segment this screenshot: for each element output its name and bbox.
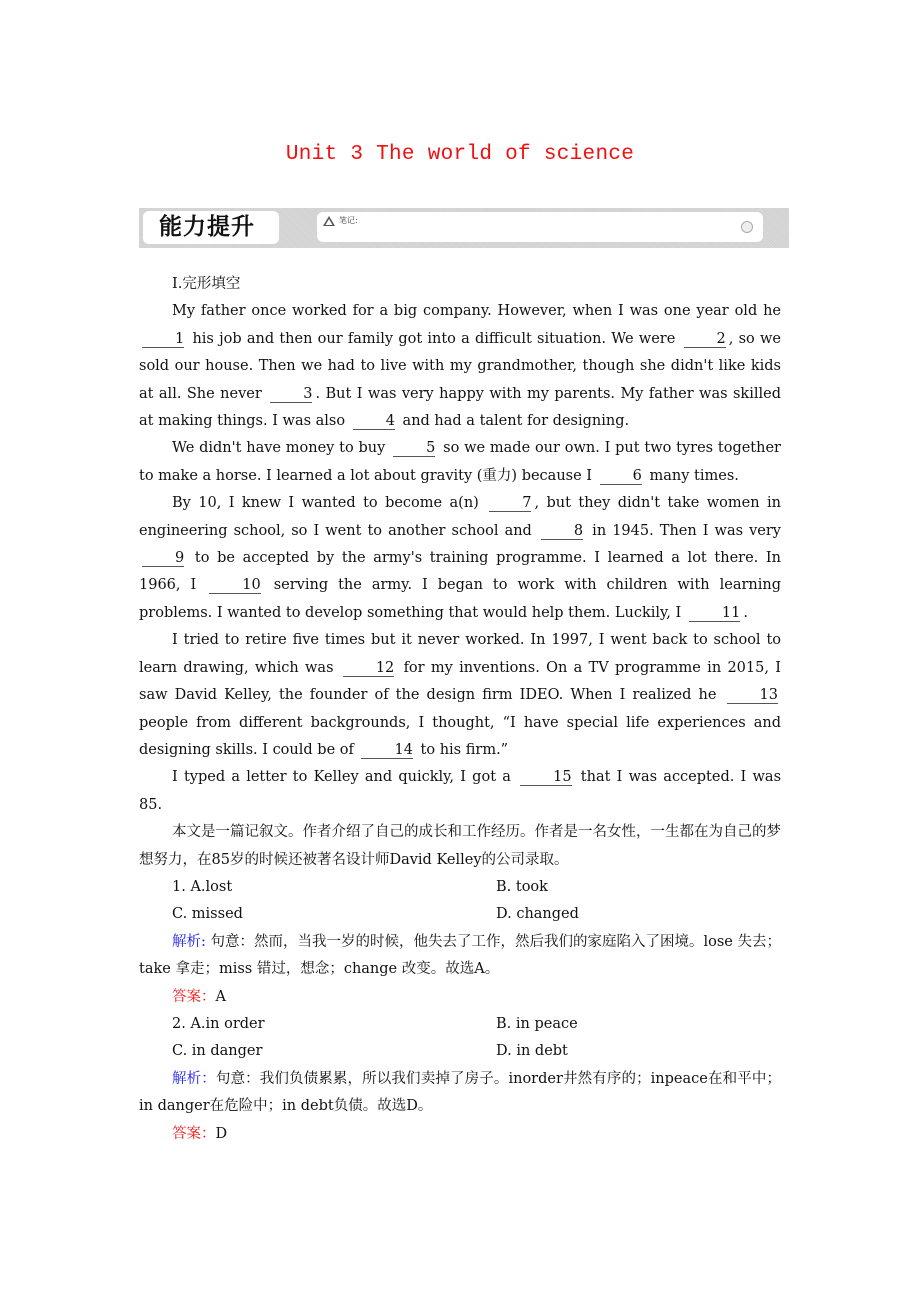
passage-text: , so we sold our house. Then we had to live with my grandmother, though she didn't like kids at all. She never: [139, 330, 781, 402]
option-c: C. in danger: [172, 1043, 263, 1060]
option-b: B. in peace: [496, 1015, 578, 1032]
option-d: D. changed: [496, 906, 579, 923]
blank-8: 8: [541, 523, 583, 540]
passage-text: so we made our own. I put two tyres together to make a horse. I learned a lot about gravity (重力) because I: [139, 440, 781, 484]
passage-text: We didn't have money to buy: [172, 440, 391, 457]
ability-badge: 能力提升: [143, 211, 279, 244]
options-row: [139, 901, 781, 928]
passage-paragraph: [139, 627, 781, 764]
answer-label: 答案：: [172, 988, 216, 1005]
passage-text: many times.: [644, 467, 739, 484]
analysis-label: 解析:: [172, 933, 206, 950]
analysis-text: 句意：然而，当我一岁的时候，他失去了工作，然后我们的家庭陷入了困境。lose 失去；take 拿走；miss 错过，想念；change 改变。故选A。: [139, 933, 781, 978]
summary-text: 本文是一篇记叙文。作者介绍了自己的成长和工作经历。作者是一名女性，一生都在为自己的梦想努力，在85岁的时候还被著名设计师David Kelley的公司录取。: [139, 824, 781, 868]
ability-banner: [139, 208, 789, 248]
blank-4: 4: [353, 413, 395, 430]
blank-6: 6: [600, 468, 642, 485]
blank-14: 14: [361, 742, 412, 759]
blank-5: 5: [393, 440, 435, 457]
option-c: C. missed: [172, 906, 243, 923]
blank-1: 1: [142, 331, 184, 348]
analysis-text: 句意：我们负债累累，所以我们卖掉了房子。inorder井然有序的；inpeace在和平中；in danger在危险中；in debt负债。故选D。: [139, 1070, 781, 1115]
passage-text: his job and then our family got into a difficult situation. We were: [187, 330, 681, 347]
passage-text: to his firm.”: [415, 741, 509, 758]
passage-text: My father once worked for a big company. However, when I was one year old he: [172, 303, 781, 320]
passage-text: in 1945. Then I was very: [586, 522, 781, 539]
notes-field[interactable]: [317, 212, 763, 242]
blank-10: 10: [209, 577, 260, 594]
options-row: [139, 1011, 781, 1038]
page-title: Unit 3 The world of science: [285, 143, 635, 166]
notes-label: 笔记:: [339, 216, 358, 225]
blank-13: 13: [727, 687, 778, 704]
blank-9: 9: [142, 550, 184, 567]
option-a: 2. A.in order: [172, 1015, 265, 1032]
analysis: [139, 929, 781, 984]
blank-15: 15: [520, 769, 571, 786]
passage-paragraph: [139, 764, 781, 819]
passage-text: for my inventions. On a TV programme in 2015, I saw David Kelley, the founder of the design firm IDEO. When I realized he: [139, 659, 781, 704]
question-list: [139, 874, 781, 1148]
blank-3: 3: [270, 386, 312, 403]
passage-text: , but they didn't take women in engineering school, so I went to another school and: [139, 495, 781, 539]
options-row: [139, 874, 781, 901]
section-heading: Ⅰ.完形填空: [172, 276, 241, 292]
option-a: 1. A.lost: [172, 878, 233, 895]
answer: [139, 984, 781, 1011]
answer-value: A: [215, 988, 226, 1005]
passage-text: I typed a letter to Kelley and quickly, I got a: [172, 769, 518, 786]
analysis: [139, 1066, 781, 1121]
passage-paragraph: [139, 435, 781, 490]
blank-2: 2: [684, 331, 726, 348]
passage-text: . But I was very happy with my parents. My father was skilled at making things. I was also: [139, 385, 781, 430]
document-body: [139, 271, 781, 1148]
blank-11: 11: [689, 605, 740, 622]
passage-text: people from different backgrounds, I thought, “I have special life experiences and designing skills. I could be of: [139, 714, 781, 758]
cloze-passage: [139, 298, 781, 819]
passage-paragraph: [139, 490, 781, 627]
answer-label: 答案：: [172, 1125, 216, 1142]
blank-12: 12: [343, 660, 394, 677]
options-row: [139, 1038, 781, 1065]
note-icon: [323, 216, 335, 226]
passage-text: I tried to retire five times but it never worked. In 1997, I went back to school to learn drawing, which was: [139, 632, 781, 676]
passage-text: By 10, I knew I wanted to become a(n): [172, 495, 487, 512]
passage-text: to be accepted by the army's training programme. I learned a lot there. In 1966, I: [139, 550, 781, 594]
passage-text: and had a talent for designing.: [397, 413, 630, 430]
answer-value: D: [215, 1125, 228, 1142]
option-b: B. took: [496, 878, 548, 895]
passage-paragraph: [139, 298, 781, 435]
analysis-label: 解析：: [172, 1070, 216, 1087]
passage-text: that I was accepted. I was 85.: [139, 769, 782, 813]
passage-text: serving the army. I began to work with children with learning problems. I wanted to develop something that would help them. Luckily, I: [139, 577, 781, 621]
option-d: D. in debt: [496, 1043, 568, 1060]
answer: [139, 1121, 781, 1148]
blank-7: 7: [489, 495, 531, 512]
passage-text: .: [743, 604, 748, 621]
clip-icon: [741, 221, 753, 233]
